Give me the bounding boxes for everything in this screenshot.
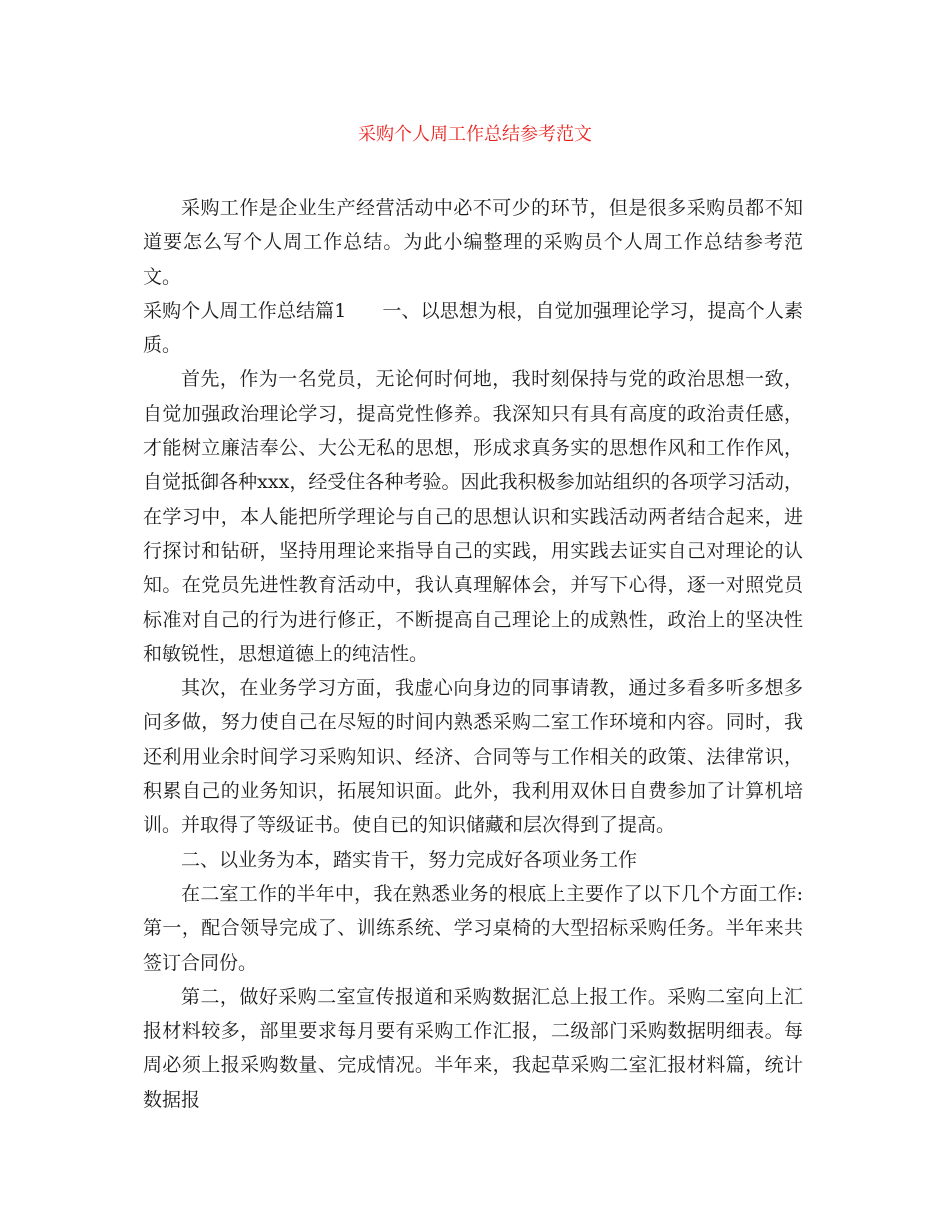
paragraph-2: 其次，在业务学习方面，我虚心向身边的同事请教，通过多看多听多想多问多做，努力使自己在尽短的时间内熟悉采购二室工作环境和内容。同时，我还利用业余时间学习采购知识、经济、合同等与工作相关的政策、法律常识，积累自己的业务知识，拓展知识面。此外，我利用双休日自费参加了计算机培训。并取得了等级证书。使自已的知识储藏和层次得到了提高。 <box>143 677 803 837</box>
heading-two: 二、以业务为本，踏实肯干，努力完成好各项业务工作 <box>181 848 638 871</box>
section-one-paragraph <box>143 294 803 363</box>
section-label: 采购个人周工作总结篇1 <box>143 299 347 322</box>
document-body <box>143 191 803 1117</box>
paragraph-4: 第二，做好采购二室宣传报道和采购数据汇总上报工作。采购二室向上汇报材料较多，部里要求每月要有采购工作汇报，二级部门采购数据明细表。每周必须上报采购数量、完成情况。半年来，我起草采购二室汇报材料篇，统计数据报 <box>143 985 803 1111</box>
intro-paragraph: 采购工作是企业生产经营活动中必不可少的环节，但是很多采购员都不知道要怎么写个人周工作总结。为此小编整理的采购员个人周工作总结参考范文。 <box>143 197 803 288</box>
heading-one: 一、以思想为根，自觉加强理论学习，提高个人素质。 <box>143 299 803 357</box>
paragraph-3: 在二室工作的半年中，我在熟悉业务的根底上主要作了以下几个方面工作:第一，配合领导完成了、训练系统、学习桌椅的大型招标采购任务。半年来共签订合同份。 <box>143 882 803 974</box>
paragraph-1: 首先，作为一名党员，无论何时何地，我时刻保持与党的政治思想一致，自觉加强政治理论学习，提高党性修养。我深知只有具有高度的政治责任感，才能树立廉洁奉公、大公无私的思想，形成求真务实的思想作风和工作作风，自觉抵御各种xxx，经受住各种考验。因此我积极参加站组织的各项学习活动，在学习中，本人能把所学理论与自己的思想认识和实践活动两者结合起来，进行探讨和钻研，坚持用理论来指导自己的实践，用实践去证实自己对理论的认知。在党员先进性教育活动中，我认真理解体会，并写下心得，逐一对照党员标准对自己的行为进行修正，不断提高自己理论上的成熟性，政治上的坚决性和敏锐性，思想道德上的纯洁性。 <box>143 368 803 665</box>
document-title: 采购个人周工作总结参考范文 <box>358 124 592 145</box>
